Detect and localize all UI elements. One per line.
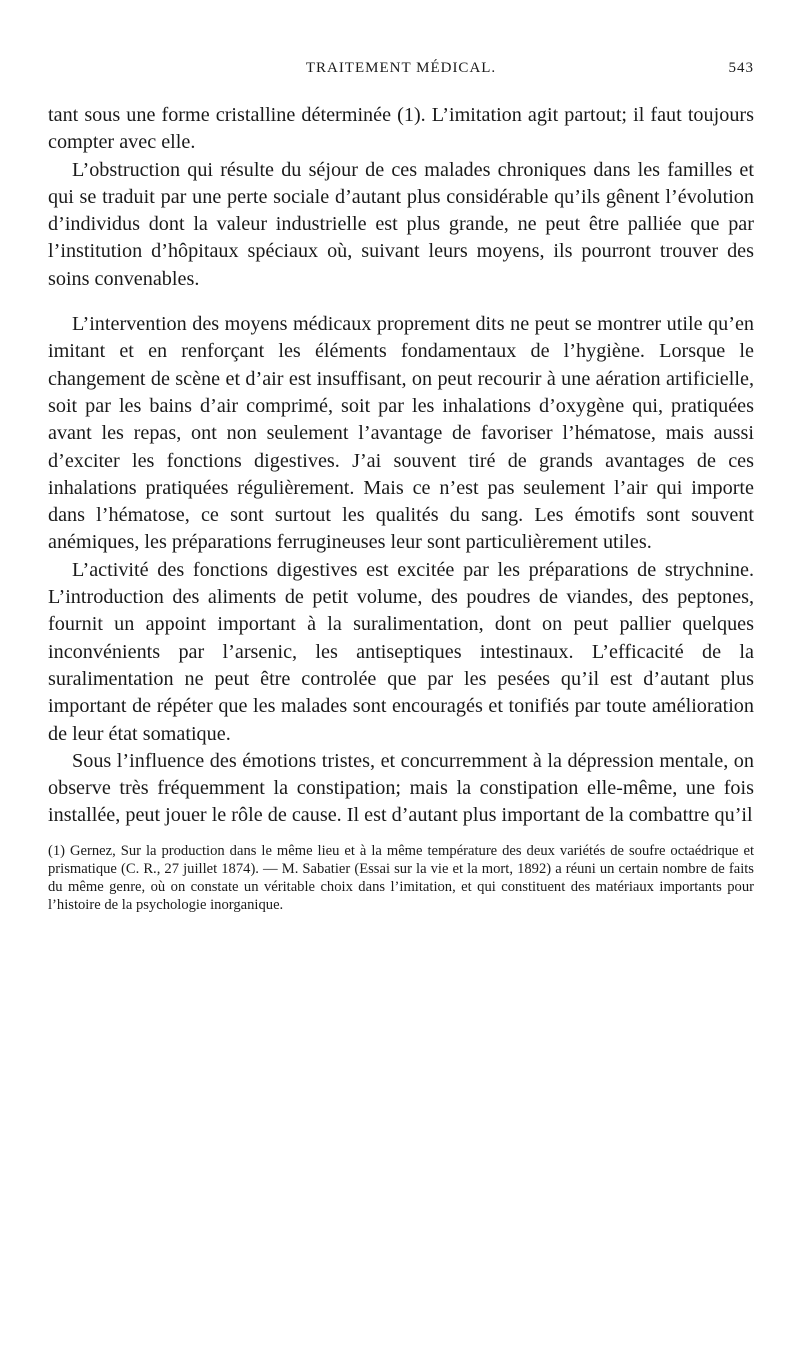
paragraph-2: L’obstruction qui résulte du séjour de ces malades chroniques dans les familles et qui se traduit par une perte sociale d’autant plus considérable qu’ils gênent l’évolution d’individus dont la valeur industrielle est plus grande, ne peut être palliée que par l’institution d’hôpitaux spéciaux où, suivant leurs moyens, ils pourront trouver des soins convenables. (48, 158, 754, 290)
page (48, 60, 754, 914)
paragraph-5: Sous l’influence des émotions tristes, et concurremment à la dépression mentale, on observe très fréquemment la constipation; mais la constipation elle-même, une fois installée, peut jouer le rôle de cause. Il est d’autant plus important de la combattre qu’il (48, 749, 754, 827)
running-title: TRAITEMENT MÉDICAL. (305, 60, 497, 76)
footnotes (48, 842, 754, 914)
paragraph-4: L’activité des fonctions digestives est excitée par les préparations de strychnine. L’introduction des aliments de petit volume, des poudres de viandes, des peptones, fournit un appoint important à la suralimentation, dont on peut pallier quelques inconvénients par l’arsenic, les antiseptiques intestinaux. L’efficacité de la suralimentation ne peut être controlée que par les pesées qu’il est d’autant plus important de répéter que les malades sont encouragés et tonifiés par toute amélioration de leur état somatique. (48, 558, 754, 745)
page-number: 543 (728, 60, 754, 76)
running-header (48, 60, 754, 84)
paragraph-1: tant sous une forme cristalline déterminée (1). L’imitation agit partout; il faut toujours compter avec elle. (48, 104, 754, 154)
body-text (48, 102, 754, 830)
paragraph-3: L’intervention des moyens médicaux proprement dits ne peut se montrer utile qu’en imitant et en renforçant les éléments fondamentaux de l’hygiène. Lorsque le changement de scène et d’air est insuffisant, on peut recourir à une aération artificielle, soit par les bains d’air comprimé, soit par les inhalations d’oxygène qui, pratiquées avant les repas, ont non seulement l’avantage de favoriser l’hématose, mais aussi d’exciter les fonctions digestives. J’ai souvent tiré de grands avantages de ces inhalations pratiquées régulièrement. Mais ce n’est pas seulement l’air qui importe dans l’hématose, ce sont surtout les qualités du sang. Les émotifs sont souvent anémiques, les préparations ferrugineuses leur sont particulièrement utiles. (48, 313, 754, 554)
footnote-1: (1) Gernez, Sur la production dans le même lieu et à la même température des deux variétés de soufre octaédrique et prismatique (C. R., 27 juillet 1874). — M. Sabatier (Essai sur la vie et la mort, 1892) a réuni un certain nombre de faits du même genre, où on constate un véritable choix dans l’imitation, et qui constituent des matériaux importants pour l’histoire de la psychologie inorganique. (48, 842, 754, 913)
